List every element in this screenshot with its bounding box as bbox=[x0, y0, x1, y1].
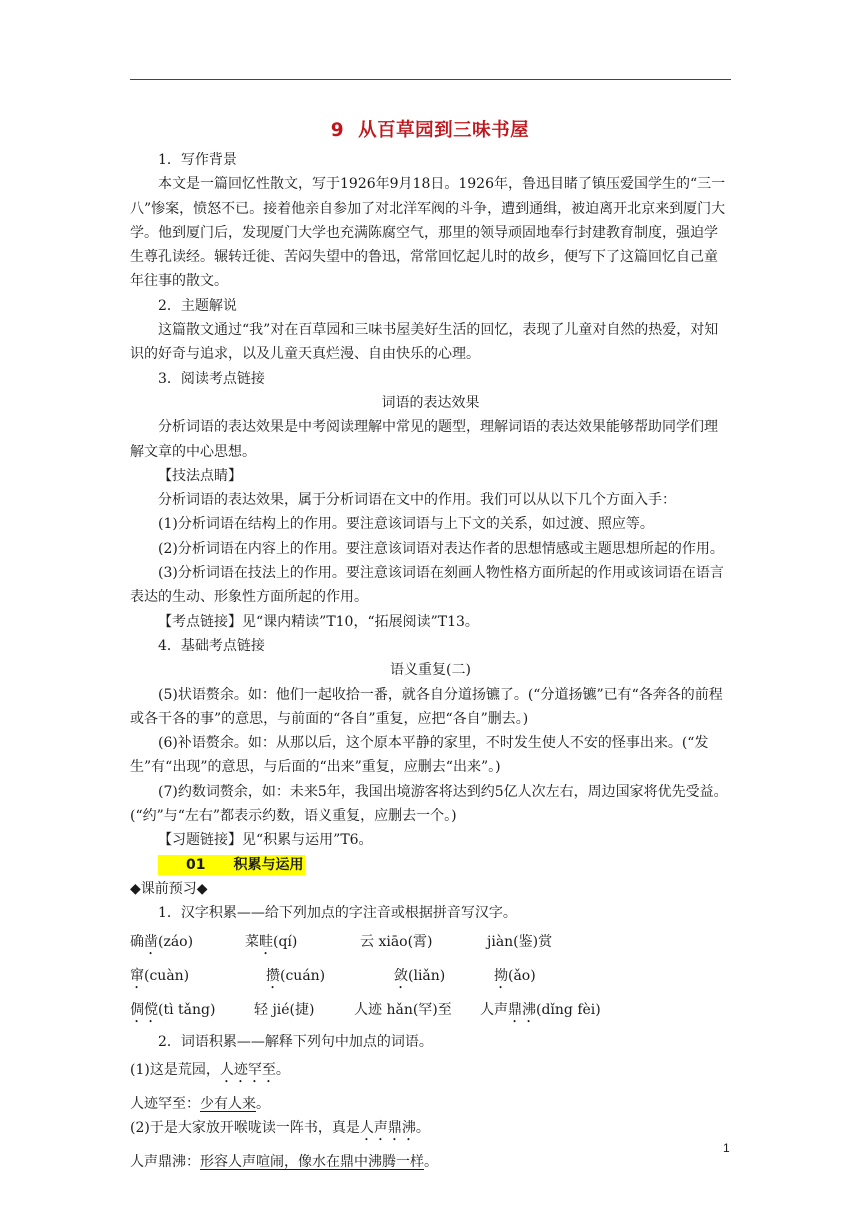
exercise-link: 【习题链接】见“积累与运用”T6。 bbox=[158, 832, 373, 849]
pinyin-item: 攒(cuán) bbox=[266, 967, 326, 984]
section-1-heading: 1．写作背景 bbox=[158, 152, 237, 168]
section-1-body: 本文是一篇回忆性散文，写于1926年9月18日。1926年，鲁迅目睹了镇压爱国学生的“三一八”惨案，愤怒不已。接着他亲自参加了对北洋军阀的斗争，遭到通缉，被迫离开北京来到厦门大学。他到厦门后，发现厦门大学也充满陈腐空气，那里的领导顽固地奉行封建教育制度，强迫学生尊孔读经。辗转迁徙、苦闷失望中的鲁迅，常常回忆起儿时的故乡，便写下了这篇回忆自己童年往事的散文。 bbox=[130, 176, 726, 290]
page-number: 1 bbox=[723, 1141, 730, 1155]
section-3-subtitle: 词语的表达效果 bbox=[381, 394, 480, 411]
pinyin-row-3 bbox=[130, 998, 731, 1026]
document-body bbox=[130, 148, 731, 1174]
section-3-intro: 分析词语的表达效果是中考阅读理解中常见的题型，理解词语的表达效果能够帮助同学们理解文章的中心思想。 bbox=[130, 419, 718, 460]
pinyin-item: 人声鼎沸(dǐng fèi) bbox=[480, 1001, 601, 1018]
sentence-1: (1)这是荒园，人迹罕至。 bbox=[130, 1061, 290, 1078]
tips-item: (1)分析词语在结构上的作用。要注意该词语与上下文的关系，如过渡、照应等。 bbox=[158, 516, 654, 533]
section-2-heading: 2．主题解说 bbox=[158, 297, 237, 314]
redundancy-item: (7)约数词赘余，如：未来5年，我国出境游客将达到约5亿人次左右，周边国家将优先受益。(“约”与“左右”都表示约数，语义重复，应删去一个。) bbox=[130, 783, 728, 825]
pinyin-item: 云 xiāo(霄) bbox=[360, 933, 433, 950]
pinyin-item: 窜(cuàn) bbox=[130, 967, 190, 984]
page-title bbox=[0, 116, 860, 142]
pinyin-item: 拗(ǎo) bbox=[494, 967, 536, 984]
question-2-heading: 2．词语积累——解释下列句中加点的词语。 bbox=[158, 1033, 433, 1050]
header-rule bbox=[130, 79, 731, 80]
pinyin-item: 菜畦(qí) bbox=[245, 933, 298, 950]
pinyin-row-1 bbox=[130, 930, 731, 958]
preview-label: ◆课前预习◆ bbox=[130, 880, 208, 897]
sentence-2: (2)于是大家放开喉咙读一阵书，真是人声鼎沸。 bbox=[130, 1120, 430, 1137]
question-1-heading: 1．汉字积累——给下列加点的字注音或根据拼音写汉字。 bbox=[158, 905, 517, 922]
section-band bbox=[130, 853, 731, 877]
pinyin-item: 人迹 hǎn(罕)至 bbox=[354, 1001, 452, 1018]
exam-link: 【考点链接】见“课内精读”T10，“拓展阅读”T13。 bbox=[158, 613, 479, 630]
section-4-subtitle: 语义重复(二) bbox=[390, 662, 471, 679]
answer-2: 人声鼎沸：形容人声喧闹，像水在鼎中沸腾一样。 bbox=[130, 1154, 438, 1171]
pinyin-row-2 bbox=[130, 964, 731, 992]
pinyin-item: jiàn(鉴)赏 bbox=[487, 933, 553, 950]
tips-item: (2)分析词语在内容上的作用。要注意该词语对表达作者的思想情感或主题思想所起的作用。 bbox=[158, 540, 724, 557]
lesson-title: 从百草园到三味书屋 bbox=[358, 120, 530, 141]
tips-label: 【技法点睛】 bbox=[158, 467, 242, 484]
redundancy-item: (6)补语赘余。如：从那以后，这个原本平静的家里，不时发生使人不安的怪事出来。(“发生”有“出现”的意思，与后面的“出来”重复，应删去“出来”。) bbox=[130, 735, 709, 776]
section-2-body: 这篇散文通过“我”对在百草园和三味书屋美好生活的回忆，表现了儿童对自然的热爱，对知识的好奇与追求，以及儿童天真烂漫、自由快乐的心理。 bbox=[130, 322, 719, 363]
tips-item: (3)分析词语在技法上的作用。要注意该词语在刻画人物性格方面所起的作用或该词语在语言表达的生动、形象性方面所起的作用。 bbox=[130, 565, 724, 606]
tips-intro: 分析词语的表达效果，属于分析词语在文中的作用。我们可以从以下几个方面入手： bbox=[158, 492, 676, 509]
pinyin-item: 敛(liǎn) bbox=[394, 967, 446, 984]
section-band-label: 积累与运用 bbox=[233, 856, 304, 873]
section-3-heading: 3．阅读考点链接 bbox=[158, 370, 265, 387]
pinyin-item: 倜傥(tì tǎng) bbox=[130, 1001, 216, 1018]
redundancy-item: (5)状语赘余。如：他们一起收拾一番，就各自分道扬镳了。(“分道扬镳”已有“各奔各的前程或各干各的事”的意思，与前面的“各自”重复，应把“各自”删去。) bbox=[130, 686, 723, 727]
section-4-heading: 4．基础考点链接 bbox=[158, 637, 265, 654]
lesson-number: 9 bbox=[330, 120, 345, 141]
pinyin-item: 确凿(záo) bbox=[130, 933, 194, 950]
pinyin-item: 轻 jié(捷) bbox=[254, 1001, 315, 1018]
section-band-highlight bbox=[158, 855, 305, 875]
answer-1: 人迹罕至：少有人来。 bbox=[130, 1095, 270, 1112]
section-band-number: 01 bbox=[186, 856, 206, 873]
